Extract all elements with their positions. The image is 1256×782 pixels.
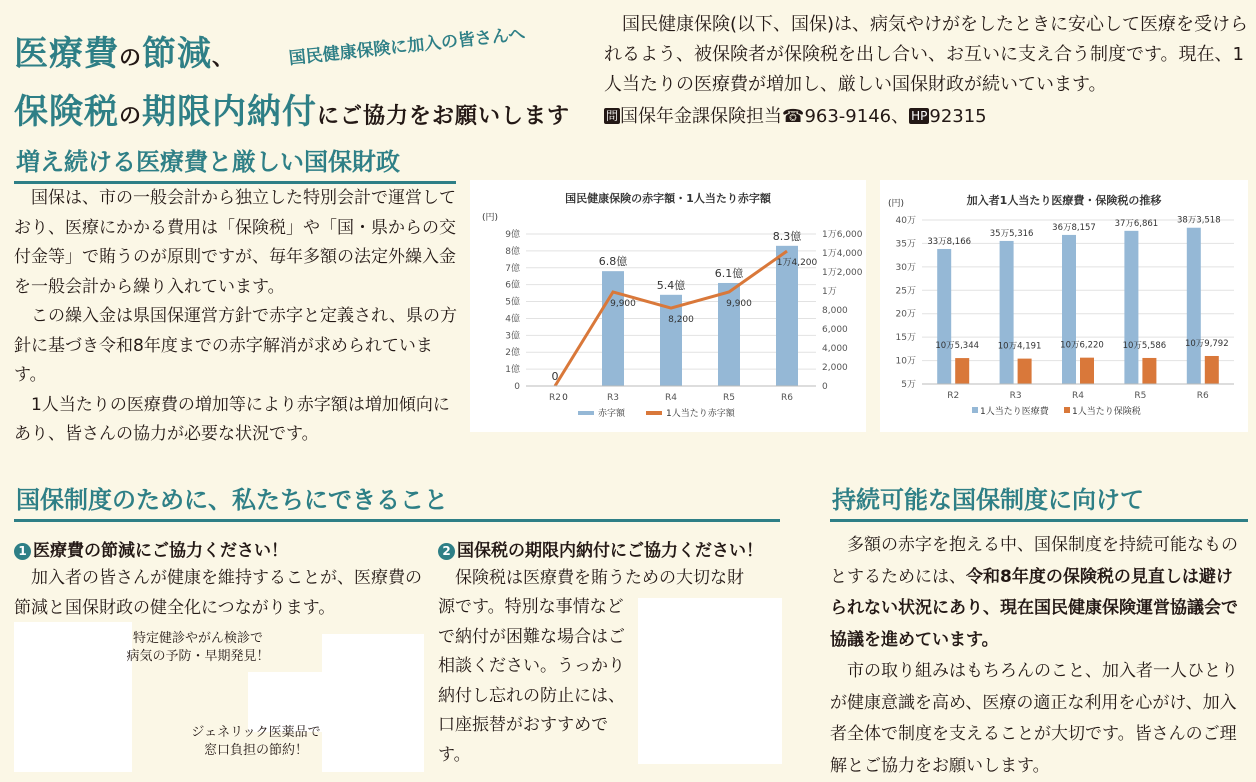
contact-line <box>604 102 987 128</box>
caption-generic: ジェネリック医薬品で 窓口負担の節約！ <box>191 725 321 758</box>
bar-medical-cost <box>1187 228 1201 384</box>
title-request: にご協力をお願いします <box>317 104 571 129</box>
bar-insurance-tax <box>1080 358 1094 384</box>
bar-medical-cost <box>1000 241 1014 384</box>
subtitle: 国民健康保険に加入の皆さんへ <box>287 24 527 69</box>
line-label: 8,200 <box>668 315 694 326</box>
legend-swatch-insurance-tax <box>1064 407 1070 413</box>
item1-title <box>14 536 288 561</box>
y-axis-unit: (円) <box>482 213 499 223</box>
left-tick-label: 8億 <box>505 246 520 257</box>
legend-swatch-per-capita <box>646 411 662 415</box>
line-label: 9,900 <box>726 298 752 309</box>
bar-label-medical-cost: 37万6,861 <box>1114 218 1159 229</box>
legend-swatch-medical-cost <box>972 407 978 413</box>
left-tick-label: 3億 <box>505 331 520 342</box>
legend-label-medical-cost: 1人当たり医療費 <box>980 407 1049 417</box>
legend-label-insurance-tax: 1人当たり保険税 <box>1072 407 1141 417</box>
bar-deficit <box>602 271 624 386</box>
tick-label: 10万 <box>895 356 916 367</box>
left-tick-label: 7億 <box>505 263 520 274</box>
left-tick-label: 5億 <box>505 297 520 308</box>
bar-medical-cost <box>1062 235 1076 384</box>
title-particle: の <box>119 46 143 71</box>
bar-label-medical-cost: 35万5,316 <box>989 228 1034 239</box>
x-tick-label: R6 <box>781 393 793 403</box>
legend-label-per-capita: 1人当たり赤字額 <box>666 409 735 419</box>
deficit-chart-svg <box>470 180 866 432</box>
bar-label: 8.3億 <box>772 229 802 243</box>
finance-paragraphs <box>14 184 458 450</box>
y-axis-unit: (円) <box>888 199 905 209</box>
illustration-pharmacy <box>322 634 424 772</box>
line-label: 9,900 <box>610 298 636 309</box>
inquiry-icon: 問 <box>606 109 619 123</box>
x-tick-label: R3 <box>1009 391 1022 401</box>
tick-label: 30万 <box>895 262 916 273</box>
homepage-icon: HP <box>911 109 928 123</box>
title-line-1 <box>14 26 235 75</box>
section-heading-actions: 国保制度のために、私たちにできること <box>14 480 780 522</box>
x-tick-label: R5 <box>1134 391 1147 401</box>
right-tick-label: 8,000 <box>822 306 848 316</box>
chart-title: 加入者1人当たり医療費・保険税の推移 <box>966 194 1162 207</box>
x-tick-label: R5 <box>723 393 735 403</box>
bar-label: 6.1億 <box>714 266 744 280</box>
left-tick-label: 0 <box>514 382 520 392</box>
title-insurance-tax: 保険税 <box>14 92 119 132</box>
right-tick-label: 1万2,000 <box>822 268 863 278</box>
finance-paragraph: 1人当たりの医療費の増加等により赤字額は増加傾向にあり、皆さんの協力が必要な状況です。 <box>14 394 450 444</box>
sustainable-emphasis: 令和8年度の保険税の見直しは避けられない状況にあり、現在国民健康保険運営協議会で協議を進めています。 <box>830 566 1238 650</box>
legend-label-deficit: 赤字額 <box>598 409 626 419</box>
title-medical-cost: 医療費 <box>14 34 119 74</box>
item1-title-text: 医療費の節減にご協力ください！ <box>33 541 288 561</box>
right-tick-label: 2,000 <box>822 363 848 373</box>
bar-label-medical-cost: 38万3,518 <box>1176 215 1221 226</box>
item1-text: 加入者の皆さんが健康を維持することが、医療費の節減と国保財政の健全化につながります。 <box>14 568 422 618</box>
sustainable-text: 多額の赤字を抱える中、国保制度を持続可能なものとするためには、 <box>830 535 1238 587</box>
illustration-bank-transfer <box>638 598 782 764</box>
bar-label: 6.8億 <box>598 255 628 269</box>
bar-label-insurance-tax: 10万6,220 <box>1060 340 1104 351</box>
tick-label: 5万 <box>901 380 916 390</box>
sustainable-paragraph-2: 市の取り組みはもちろんのこと、加入者一人ひとりが健康意識を高め、医療の適正な利用を心がけ、加入者全体で制度を支えることが大切です。皆さんのご理解とご協力をお願いします。 <box>830 661 1238 776</box>
bar-label-insurance-tax: 10万5,344 <box>935 341 980 352</box>
left-tick-label: 4億 <box>505 314 520 325</box>
x-tick-label: R4 <box>665 393 677 403</box>
line-label: 1万4,200 <box>776 258 818 269</box>
legend-swatch-deficit <box>578 411 594 415</box>
item2-title-text: 国保税の期限内納付にご協力ください！ <box>457 541 763 561</box>
tick-label: 20万 <box>895 309 916 320</box>
item2-title <box>438 536 763 561</box>
item2-text-first-line: 保険税は医療費を賄うための大切な財 <box>455 568 744 588</box>
title-line-2 <box>14 84 570 133</box>
title-reduction: 節減 <box>142 34 213 74</box>
right-tick-label: 4,000 <box>822 344 848 354</box>
tick-label: 35万 <box>895 239 916 250</box>
number-2-icon: 2 <box>438 543 455 560</box>
left-tick-label: 1億 <box>505 365 520 376</box>
tick-label: 15万 <box>895 333 916 344</box>
right-tick-label: 6,000 <box>822 325 848 335</box>
deficit-chart <box>470 180 866 432</box>
bar-label: 5.4億 <box>656 278 686 292</box>
illustration-health-check <box>14 622 132 772</box>
bar-insurance-tax <box>1205 356 1219 384</box>
bar-label-insurance-tax: 10万5,586 <box>1122 340 1167 351</box>
bar-insurance-tax <box>955 358 969 384</box>
right-tick-label: 0 <box>822 382 828 392</box>
bar-label: 0 <box>551 370 559 383</box>
title-deadline-payment: 期限内納付 <box>142 92 318 132</box>
section-heading-sustainable: 持続可能な国保制度に向けて <box>830 480 1248 522</box>
sustainable-paragraph-1 <box>830 530 1248 656</box>
cost-tax-chart <box>880 180 1248 432</box>
bar-insurance-tax <box>1142 358 1156 384</box>
sustainable-paragraphs <box>830 530 1248 782</box>
bar-medical-cost <box>937 249 951 384</box>
bar-insurance-tax <box>1018 359 1032 384</box>
left-tick-label: 6億 <box>505 280 520 291</box>
number-1-icon: 1 <box>14 543 31 560</box>
contact-dept: 国保年金課保険担当 <box>620 106 783 127</box>
right-tick-label: 1万4,000 <box>822 249 863 259</box>
chart-title: 国民健康保険の赤字額・1人当たり赤字額 <box>565 192 771 205</box>
x-tick-label: R3 <box>607 393 619 403</box>
tick-label: 25万 <box>895 286 916 297</box>
bar-medical-cost <box>1124 231 1138 384</box>
left-tick-label: 2億 <box>505 348 520 359</box>
tick-label: 40万 <box>895 216 916 226</box>
left-tick-label: 9億 <box>505 230 520 240</box>
contact-tel: 963-9146、 <box>804 106 910 127</box>
contact-hp: 92315 <box>929 106 987 127</box>
title-comma: 、 <box>212 46 236 71</box>
bar-label-insurance-tax: 10万9,792 <box>1184 338 1229 349</box>
right-tick-label: 1万6,000 <box>822 230 863 240</box>
x-tick-label: R2 <box>549 393 561 403</box>
finance-paragraph: 国保は、市の一般会計から独立した特別会計で運営しており、医療にかかる費用は「保険税」や「国・県からの交付金等」で賄うのが原則ですが、毎年多額の法定外繰入金を一般会計から繰り入れています。 <box>14 188 456 297</box>
line-label: 0 <box>562 393 568 403</box>
section-heading-finance: 増え続ける医療費と厳しい国保財政 <box>14 142 456 184</box>
finance-paragraph: この繰入金は県国保運営方針で赤字と定義され、県の方針に基づき令和8年度までの赤字解消が求められています。 <box>14 306 458 385</box>
phone-icon: ☎ <box>782 106 805 127</box>
x-tick-label: R2 <box>947 391 960 401</box>
x-tick-label: R6 <box>1196 391 1209 401</box>
bar-label-medical-cost: 36万8,157 <box>1052 222 1096 233</box>
bar-label-medical-cost: 33万8,166 <box>927 236 972 247</box>
x-tick-label: R4 <box>1072 391 1084 401</box>
item2-text-rest: 源です。特別な事情などで納付が困難な場合はご相談ください。うっかり納付し忘れの防止には、口座振替がおすすめです。 <box>438 597 625 765</box>
intro-text: 国民健康保険(以下、国保)は、病気やけがをしたときに安心して医療を受けられるよう、被保険者が保険税を出し合い、お互いに支え合う制度です。現在、1人当たりの医療費が増加し、厳しい国保財政が続いています。 <box>604 14 1249 95</box>
title-particle-2: の <box>119 104 143 129</box>
caption-checkup: 特定健診やがん検診で 病気の予防・早期発見！ <box>126 631 270 664</box>
bar-label-insurance-tax: 10万4,191 <box>997 341 1042 352</box>
right-tick-label: 1万 <box>822 287 837 297</box>
cost-tax-chart-svg <box>880 180 1248 432</box>
